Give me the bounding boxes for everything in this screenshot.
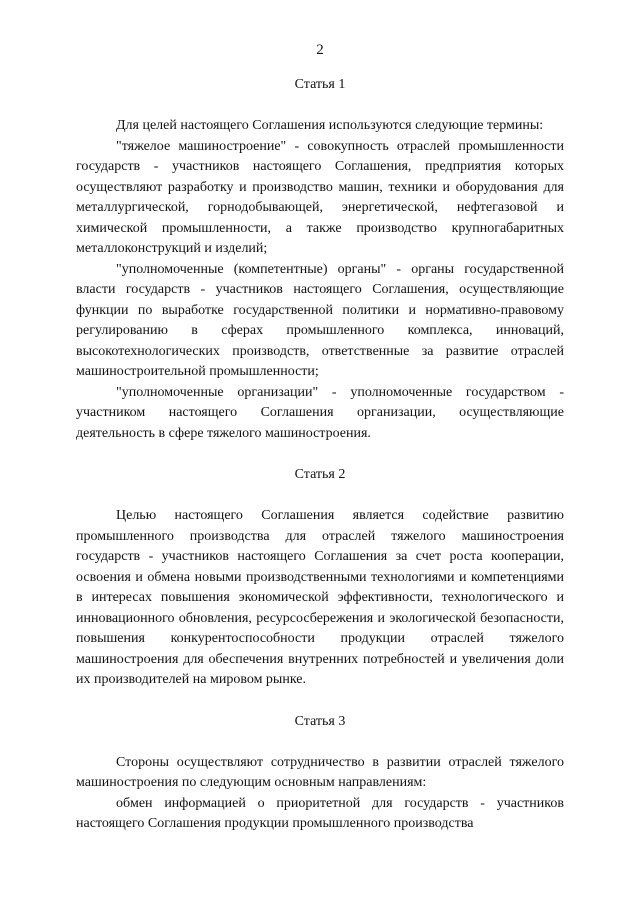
article-heading: Статья 2 (294, 467, 346, 482)
paragraph: Целью настоящего Соглашения является содействие развитию промышленного производства для отраслей тяжелого машиностроения государств - участников настоящего Соглашения за счет роста кооперации, освоения и обмена новыми производственными технологиями и компетенциями в интересах повышения экономической эффективности, технологического и инновационного обновления, ресурсосбережения и экологической безопасности, повышения конкурентоспособности продукции отраслей тяжелого машиностроения для обеспечения внутренних потребностей и увеличения доли их производителей на мировом рынке. (76, 508, 564, 687)
paragraph: Стороны осуществляют сотрудничество в развитии отраслей тяжелого машиностроения по следующим основным направлениям: (76, 754, 564, 790)
article-heading: Статья 1 (294, 77, 346, 92)
article-2 (76, 465, 564, 691)
article-heading: Статья 3 (294, 713, 346, 729)
document-body (76, 75, 564, 835)
paragraph: "тяжелое машиностроение" - совокупность отраслей промышленности государств - участников настоящего Соглашения, предприятия которых осуществляют разработку и производство машин, техники и оборудования для металлургической, горнодобывающей, энергетической, нефтегазовой и химической промышленности, а также производство крупногабаритных металлоконструкций и изделий; (76, 138, 564, 256)
article-1 (76, 75, 564, 444)
page-number: 2 (316, 42, 324, 58)
spacer (76, 444, 564, 465)
article-3 (76, 712, 564, 835)
spacer (76, 95, 564, 116)
spacer (76, 691, 564, 712)
paragraph: обмен информацией о приоритетной для государств - участников настоящего Соглашения продукции промышленного производства (76, 795, 564, 831)
paragraph: "уполномоченные организации" - уполномоченные государством - участником настоящего Соглашения организации, осуществляющие деятельность в сфере тяжелого машиностроения. (76, 384, 564, 441)
spacer (76, 485, 564, 506)
paragraph: "уполномоченные (компетентные) органы" - органы государственной власти государств - участников настоящего Соглашения, осуществляющие функции по выработке государственной политики и нормативно-правовому регулированию в сферах промышленного комплекса, инноваций, высокотехнологических производств, ответственные за развитие отраслей машиностроительной промышленности; (76, 261, 564, 379)
paragraph: Для целей настоящего Соглашения используются следующие термины: (116, 118, 544, 133)
spacer (76, 732, 564, 753)
